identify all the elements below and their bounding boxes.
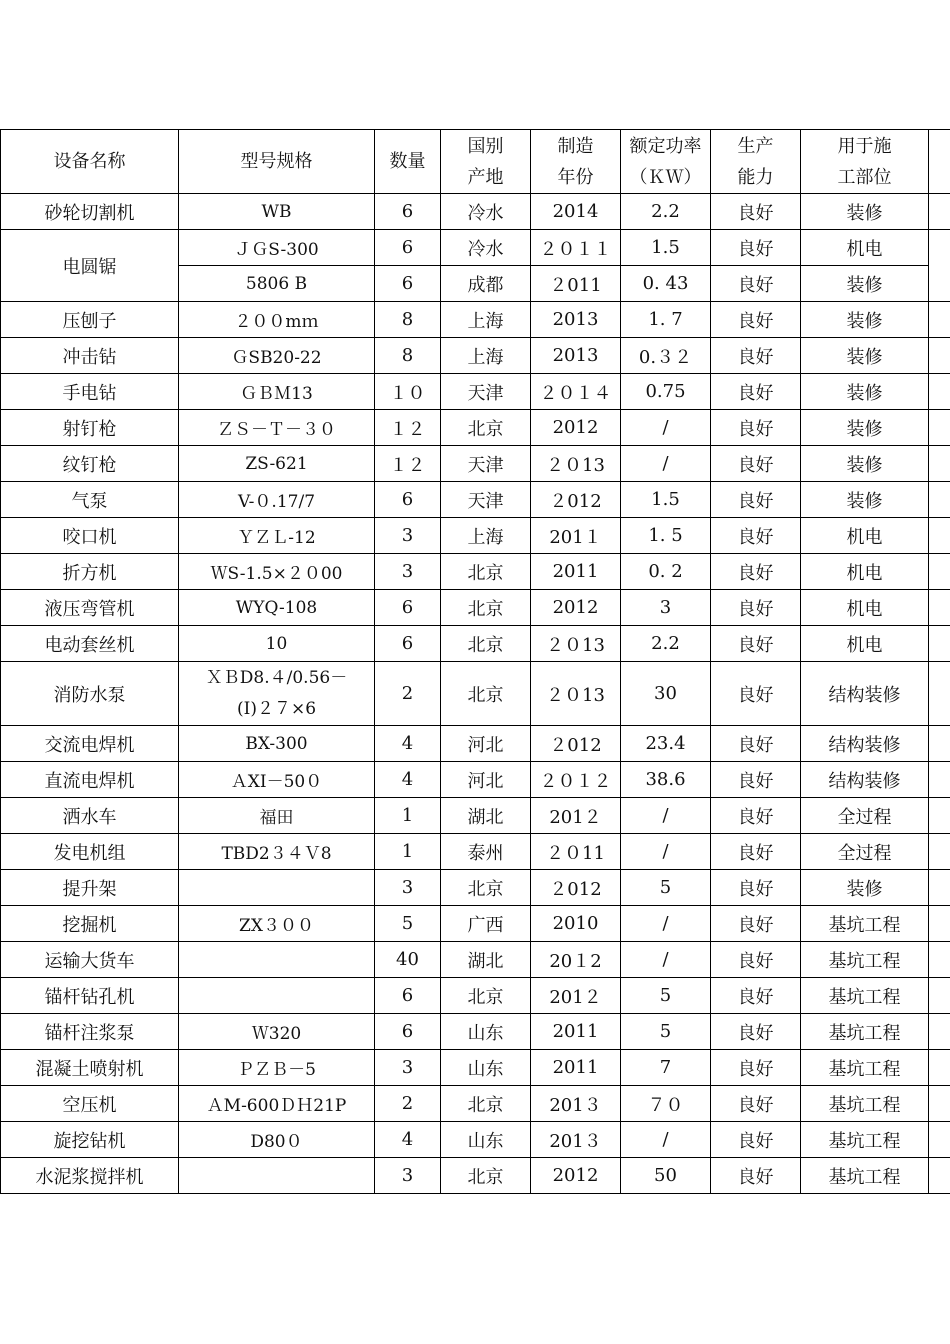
header-capacity-line1: 生产 (737, 135, 774, 157)
cell-capacity: 良好 (711, 230, 801, 266)
cell-blank (929, 834, 950, 870)
cell-capacity: 良好 (711, 266, 801, 302)
cell-name: 交流电焊机 (1, 726, 179, 762)
cell-origin: 山东 (441, 1122, 531, 1158)
cell-year: ２０13 (531, 662, 621, 726)
cell-usage: 结构装修 (801, 726, 929, 762)
table-row (1, 518, 950, 554)
cell-model (179, 1158, 375, 1194)
cell-origin: 湖北 (441, 798, 531, 834)
header-year-line1: 制造 (557, 135, 594, 157)
cell-origin: 北京 (441, 870, 531, 906)
cell-qty: 6 (375, 194, 441, 230)
cell-usage: 基坑工程 (801, 1050, 929, 1086)
cell-power: / (621, 942, 711, 978)
cell-power: 2.2 (621, 626, 711, 662)
cell-blank (929, 1122, 950, 1158)
cell-name: 气泵 (1, 482, 179, 518)
cell-qty: 4 (375, 1122, 441, 1158)
cell-year: ２０11 (531, 834, 621, 870)
cell-year: ２０１４ (531, 374, 621, 410)
cell-power: 0.３２ (621, 338, 711, 374)
cell-model: TBD2３４Ｖ8 (179, 834, 375, 870)
cell-origin: 成都 (441, 266, 531, 302)
cell-origin: 上海 (441, 338, 531, 374)
cell-capacity: 良好 (711, 978, 801, 1014)
cell-model: ZS-621 (179, 446, 375, 482)
table-row (1, 374, 950, 410)
cell-year: ２０13 (531, 446, 621, 482)
cell-name: 电动套丝机 (1, 626, 179, 662)
cell-capacity: 良好 (711, 590, 801, 626)
header-name: 设备名称 (1, 130, 179, 194)
cell-qty: 3 (375, 1050, 441, 1086)
cell-capacity: 良好 (711, 194, 801, 230)
cell-power: / (621, 906, 711, 942)
cell-year: 201１ (531, 518, 621, 554)
cell-power: / (621, 1122, 711, 1158)
cell-usage: 装修 (801, 302, 929, 338)
cell-qty: 3 (375, 518, 441, 554)
cell-usage: 基坑工程 (801, 1086, 929, 1122)
cell-qty: 6 (375, 978, 441, 1014)
cell-qty: 2 (375, 1086, 441, 1122)
cell-power: 5 (621, 978, 711, 1014)
cell-origin: 天津 (441, 482, 531, 518)
cell-usage: 装修 (801, 194, 929, 230)
cell-name: 水泥浆搅拌机 (1, 1158, 179, 1194)
cell-blank (929, 446, 950, 482)
cell-blank (929, 1158, 950, 1194)
cell-qty: 6 (375, 482, 441, 518)
cell-name: 洒水车 (1, 798, 179, 834)
cell-blank (929, 482, 950, 518)
cell-blank (929, 626, 950, 662)
cell-name: 折方机 (1, 554, 179, 590)
cell-year: 2013 (531, 302, 621, 338)
cell-qty: 6 (375, 230, 441, 266)
cell-model: ZX３００ (179, 906, 375, 942)
cell-origin: 天津 (441, 374, 531, 410)
cell-model: 5806 B (179, 266, 375, 302)
cell-name: 直流电焊机 (1, 762, 179, 798)
cell-blank (929, 978, 950, 1014)
cell-name: 运输大货车 (1, 942, 179, 978)
cell-capacity: 良好 (711, 1122, 801, 1158)
cell-qty: 6 (375, 266, 441, 302)
cell-year: ２012 (531, 870, 621, 906)
cell-usage: 基坑工程 (801, 942, 929, 978)
cell-capacity: 良好 (711, 1158, 801, 1194)
cell-usage: 装修 (801, 410, 929, 446)
header-usage-line1: 用于施 (837, 135, 892, 157)
table-row (1, 662, 950, 726)
cell-usage: 装修 (801, 482, 929, 518)
cell-origin: 河北 (441, 762, 531, 798)
cell-name: 砂轮切割机 (1, 194, 179, 230)
cell-year: 201３ (531, 1122, 621, 1158)
cell-model: ＡM-600ＤＨ21P (179, 1086, 375, 1122)
cell-year: 2013 (531, 338, 621, 374)
cell-usage: 机电 (801, 518, 929, 554)
cell-year: 201３ (531, 1086, 621, 1122)
cell-origin: 北京 (441, 978, 531, 1014)
cell-model: ＧＢＭ13 (179, 374, 375, 410)
cell-usage: 机电 (801, 626, 929, 662)
cell-power: 0. 2 (621, 554, 711, 590)
cell-qty: 5 (375, 906, 441, 942)
cell-year: ２012 (531, 726, 621, 762)
cell-capacity: 良好 (711, 1086, 801, 1122)
cell-qty: 3 (375, 554, 441, 590)
cell-capacity: 良好 (711, 482, 801, 518)
cell-year: 2012 (531, 410, 621, 446)
cell-power: 30 (621, 662, 711, 726)
header-model: 型号规格 (179, 130, 375, 194)
cell-capacity: 良好 (711, 302, 801, 338)
header-capacity (711, 130, 801, 194)
cell-model: ＺＳ－Ｔ－３０ (179, 410, 375, 446)
cell-qty: １０ (375, 374, 441, 410)
header-origin-line2: 产地 (467, 166, 504, 188)
cell-qty: 3 (375, 1158, 441, 1194)
header-year-line2: 年份 (557, 166, 594, 188)
cell-qty: 4 (375, 762, 441, 798)
cell-qty: 6 (375, 590, 441, 626)
cell-origin: 上海 (441, 518, 531, 554)
cell-power: ７０ (621, 1086, 711, 1122)
cell-model: ＧSB20-22 (179, 338, 375, 374)
cell-name: 纹钉枪 (1, 446, 179, 482)
cell-blank (929, 762, 950, 798)
cell-model (179, 978, 375, 1014)
cell-model: V-０.17/7 (179, 482, 375, 518)
cell-power: / (621, 446, 711, 482)
cell-model: WYQ-108 (179, 590, 375, 626)
header-year (531, 130, 621, 194)
cell-capacity: 良好 (711, 518, 801, 554)
cell-name: 旋挖钻机 (1, 1122, 179, 1158)
cell-model: D80０ (179, 1122, 375, 1158)
cell-usage: 结构装修 (801, 662, 929, 726)
cell-model: 福田 (179, 798, 375, 834)
cell-capacity: 良好 (711, 726, 801, 762)
table-row (1, 942, 950, 978)
cell-model: ２００mｍ (179, 302, 375, 338)
cell-usage: 基坑工程 (801, 978, 929, 1014)
table-row (1, 590, 950, 626)
cell-model-line2: (I)２７×6 (236, 698, 317, 719)
table-row (1, 1122, 950, 1158)
table-row (1, 338, 950, 374)
cell-origin: 北京 (441, 590, 531, 626)
cell-origin: 上海 (441, 302, 531, 338)
table-row (1, 482, 950, 518)
cell-model (179, 942, 375, 978)
cell-model (179, 870, 375, 906)
header-blank (929, 130, 950, 194)
cell-blank (929, 870, 950, 906)
table-row (1, 798, 950, 834)
table-row (1, 978, 950, 1014)
cell-usage: 装修 (801, 374, 929, 410)
cell-capacity: 良好 (711, 834, 801, 870)
header-power-line2: （ＫＷ） (629, 166, 702, 188)
cell-capacity: 良好 (711, 1014, 801, 1050)
cell-year: 2011 (531, 1014, 621, 1050)
cell-year: 2014 (531, 194, 621, 230)
cell-model: Ｗ320 (179, 1014, 375, 1050)
cell-name: 挖掘机 (1, 906, 179, 942)
cell-usage: 基坑工程 (801, 906, 929, 942)
cell-name: 射钉枪 (1, 410, 179, 446)
cell-usage: 基坑工程 (801, 1014, 929, 1050)
table-row (1, 410, 950, 446)
cell-model: ＷS-1.5×２０00 (179, 554, 375, 590)
cell-year: ２０１２ (531, 762, 621, 798)
cell-model: ＹＺＬ-12 (179, 518, 375, 554)
cell-power: / (621, 798, 711, 834)
cell-power: 23.4 (621, 726, 711, 762)
cell-qty: １２ (375, 410, 441, 446)
cell-name: 混凝土喷射机 (1, 1050, 179, 1086)
cell-usage: 全过程 (801, 834, 929, 870)
cell-capacity: 良好 (711, 554, 801, 590)
cell-year: 2012 (531, 590, 621, 626)
cell-year: 201２ (531, 978, 621, 1014)
table-row (1, 834, 950, 870)
header-power (621, 130, 711, 194)
cell-year: 2011 (531, 554, 621, 590)
cell-qty: 1 (375, 834, 441, 870)
header-row (1, 130, 950, 194)
cell-name: 冲击钻 (1, 338, 179, 374)
table-row (1, 626, 950, 662)
cell-year: 201２ (531, 798, 621, 834)
cell-usage: 机电 (801, 590, 929, 626)
cell-power: 5 (621, 870, 711, 906)
cell-capacity: 良好 (711, 906, 801, 942)
cell-blank (929, 518, 950, 554)
cell-blank (929, 410, 950, 446)
cell-name: 提升架 (1, 870, 179, 906)
header-qty: 数量 (375, 130, 441, 194)
cell-blank (929, 798, 950, 834)
cell-power: 1.5 (621, 230, 711, 266)
cell-blank (929, 1086, 950, 1122)
cell-capacity: 良好 (711, 662, 801, 726)
cell-power: 5 (621, 1014, 711, 1050)
cell-blank (929, 942, 950, 978)
cell-capacity: 良好 (711, 626, 801, 662)
cell-model: ＰＺＢ－5 (179, 1050, 375, 1086)
cell-name: 消防水泵 (1, 662, 179, 726)
cell-name: 空压机 (1, 1086, 179, 1122)
equipment-table (0, 129, 950, 1194)
cell-power: 3 (621, 590, 711, 626)
cell-usage: 装修 (801, 338, 929, 374)
cell-origin: 北京 (441, 626, 531, 662)
cell-name: 电圆锯 (1, 230, 179, 302)
cell-blank (929, 906, 950, 942)
cell-year: ２０１１ (531, 230, 621, 266)
cell-usage: 全过程 (801, 798, 929, 834)
cell-origin: 北京 (441, 410, 531, 446)
header-origin (441, 130, 531, 194)
cell-model: 10 (179, 626, 375, 662)
cell-name: 锚杆注浆泵 (1, 1014, 179, 1050)
cell-origin: 湖北 (441, 942, 531, 978)
cell-model: ＡXI－50０ (179, 762, 375, 798)
cell-year: ２011 (531, 266, 621, 302)
cell-origin: 冷水 (441, 230, 531, 266)
cell-qty: 3 (375, 870, 441, 906)
cell-power: 38.6 (621, 762, 711, 798)
cell-origin: 泰州 (441, 834, 531, 870)
cell-usage: 结构装修 (801, 762, 929, 798)
cell-origin: 北京 (441, 1086, 531, 1122)
cell-qty: 40 (375, 942, 441, 978)
cell-year: ２012 (531, 482, 621, 518)
cell-usage: 基坑工程 (801, 1158, 929, 1194)
cell-origin: 山东 (441, 1050, 531, 1086)
table-row (1, 870, 950, 906)
cell-capacity: 良好 (711, 798, 801, 834)
cell-qty: 1 (375, 798, 441, 834)
cell-year: ２０13 (531, 626, 621, 662)
cell-model: ＪＧS-300 (179, 230, 375, 266)
cell-origin: 山东 (441, 1014, 531, 1050)
cell-power: 50 (621, 1158, 711, 1194)
cell-power: 1.5 (621, 482, 711, 518)
cell-usage: 基坑工程 (801, 1122, 929, 1158)
cell-origin: 北京 (441, 662, 531, 726)
header-usage-line2: 工部位 (837, 166, 892, 188)
cell-capacity: 良好 (711, 870, 801, 906)
table-row (1, 194, 950, 230)
cell-capacity: 良好 (711, 942, 801, 978)
table-row (1, 762, 950, 798)
cell-origin: 天津 (441, 446, 531, 482)
header-origin-line1: 国别 (467, 135, 504, 157)
cell-blank (929, 726, 950, 762)
cell-name: 压刨子 (1, 302, 179, 338)
cell-qty: 2 (375, 662, 441, 726)
cell-qty: 6 (375, 1014, 441, 1050)
cell-qty: 6 (375, 626, 441, 662)
cell-qty: 4 (375, 726, 441, 762)
cell-name: 咬口机 (1, 518, 179, 554)
cell-usage: 装修 (801, 446, 929, 482)
cell-power: 0. 43 (621, 266, 711, 302)
cell-usage: 装修 (801, 266, 929, 302)
cell-power: 0.75 (621, 374, 711, 410)
table-row (1, 1050, 950, 1086)
cell-blank (929, 338, 950, 374)
table-row (1, 446, 950, 482)
header-usage (801, 130, 929, 194)
cell-origin: 河北 (441, 726, 531, 762)
cell-usage: 装修 (801, 870, 929, 906)
header-capacity-line2: 能力 (737, 166, 774, 188)
cell-capacity: 良好 (711, 1050, 801, 1086)
cell-usage: 机电 (801, 230, 929, 266)
cell-name: 锚杆钻孔机 (1, 978, 179, 1014)
cell-qty: 8 (375, 338, 441, 374)
cell-blank (929, 662, 950, 726)
cell-power: 2.2 (621, 194, 711, 230)
cell-year: 20１2 (531, 942, 621, 978)
cell-model (179, 662, 375, 726)
cell-model: BX-300 (179, 726, 375, 762)
table-row (1, 554, 950, 590)
table-row (1, 1086, 950, 1122)
cell-year: 2010 (531, 906, 621, 942)
table-row (1, 906, 950, 942)
cell-capacity: 良好 (711, 446, 801, 482)
cell-origin: 北京 (441, 1158, 531, 1194)
cell-capacity: 良好 (711, 410, 801, 446)
cell-power: / (621, 834, 711, 870)
cell-qty: 8 (375, 302, 441, 338)
cell-blank (929, 230, 950, 302)
cell-qty: １２ (375, 446, 441, 482)
cell-blank (929, 1014, 950, 1050)
cell-blank (929, 1050, 950, 1086)
header-power-line1: 额定功率 (629, 135, 702, 157)
cell-origin: 北京 (441, 554, 531, 590)
cell-blank (929, 554, 950, 590)
cell-blank (929, 302, 950, 338)
table-row (1, 230, 950, 266)
cell-name: 手电钻 (1, 374, 179, 410)
cell-capacity: 良好 (711, 338, 801, 374)
cell-usage: 机电 (801, 554, 929, 590)
cell-power: 1. 5 (621, 518, 711, 554)
cell-blank (929, 194, 950, 230)
cell-name: 液压弯管机 (1, 590, 179, 626)
cell-power: 1. 7 (621, 302, 711, 338)
cell-power: 7 (621, 1050, 711, 1086)
cell-name: 发电机组 (1, 834, 179, 870)
cell-origin: 冷水 (441, 194, 531, 230)
cell-year: 2011 (531, 1050, 621, 1086)
cell-power: / (621, 410, 711, 446)
cell-model-line1: ＸＢD8.４/0.56－ (205, 667, 348, 688)
table-row (1, 302, 950, 338)
cell-blank (929, 590, 950, 626)
cell-year: 2012 (531, 1158, 621, 1194)
table-row (1, 1158, 950, 1194)
cell-model: WB (179, 194, 375, 230)
cell-capacity: 良好 (711, 374, 801, 410)
cell-blank (929, 374, 950, 410)
cell-origin: 广西 (441, 906, 531, 942)
table-row (1, 726, 950, 762)
table-row (1, 1014, 950, 1050)
cell-capacity: 良好 (711, 762, 801, 798)
